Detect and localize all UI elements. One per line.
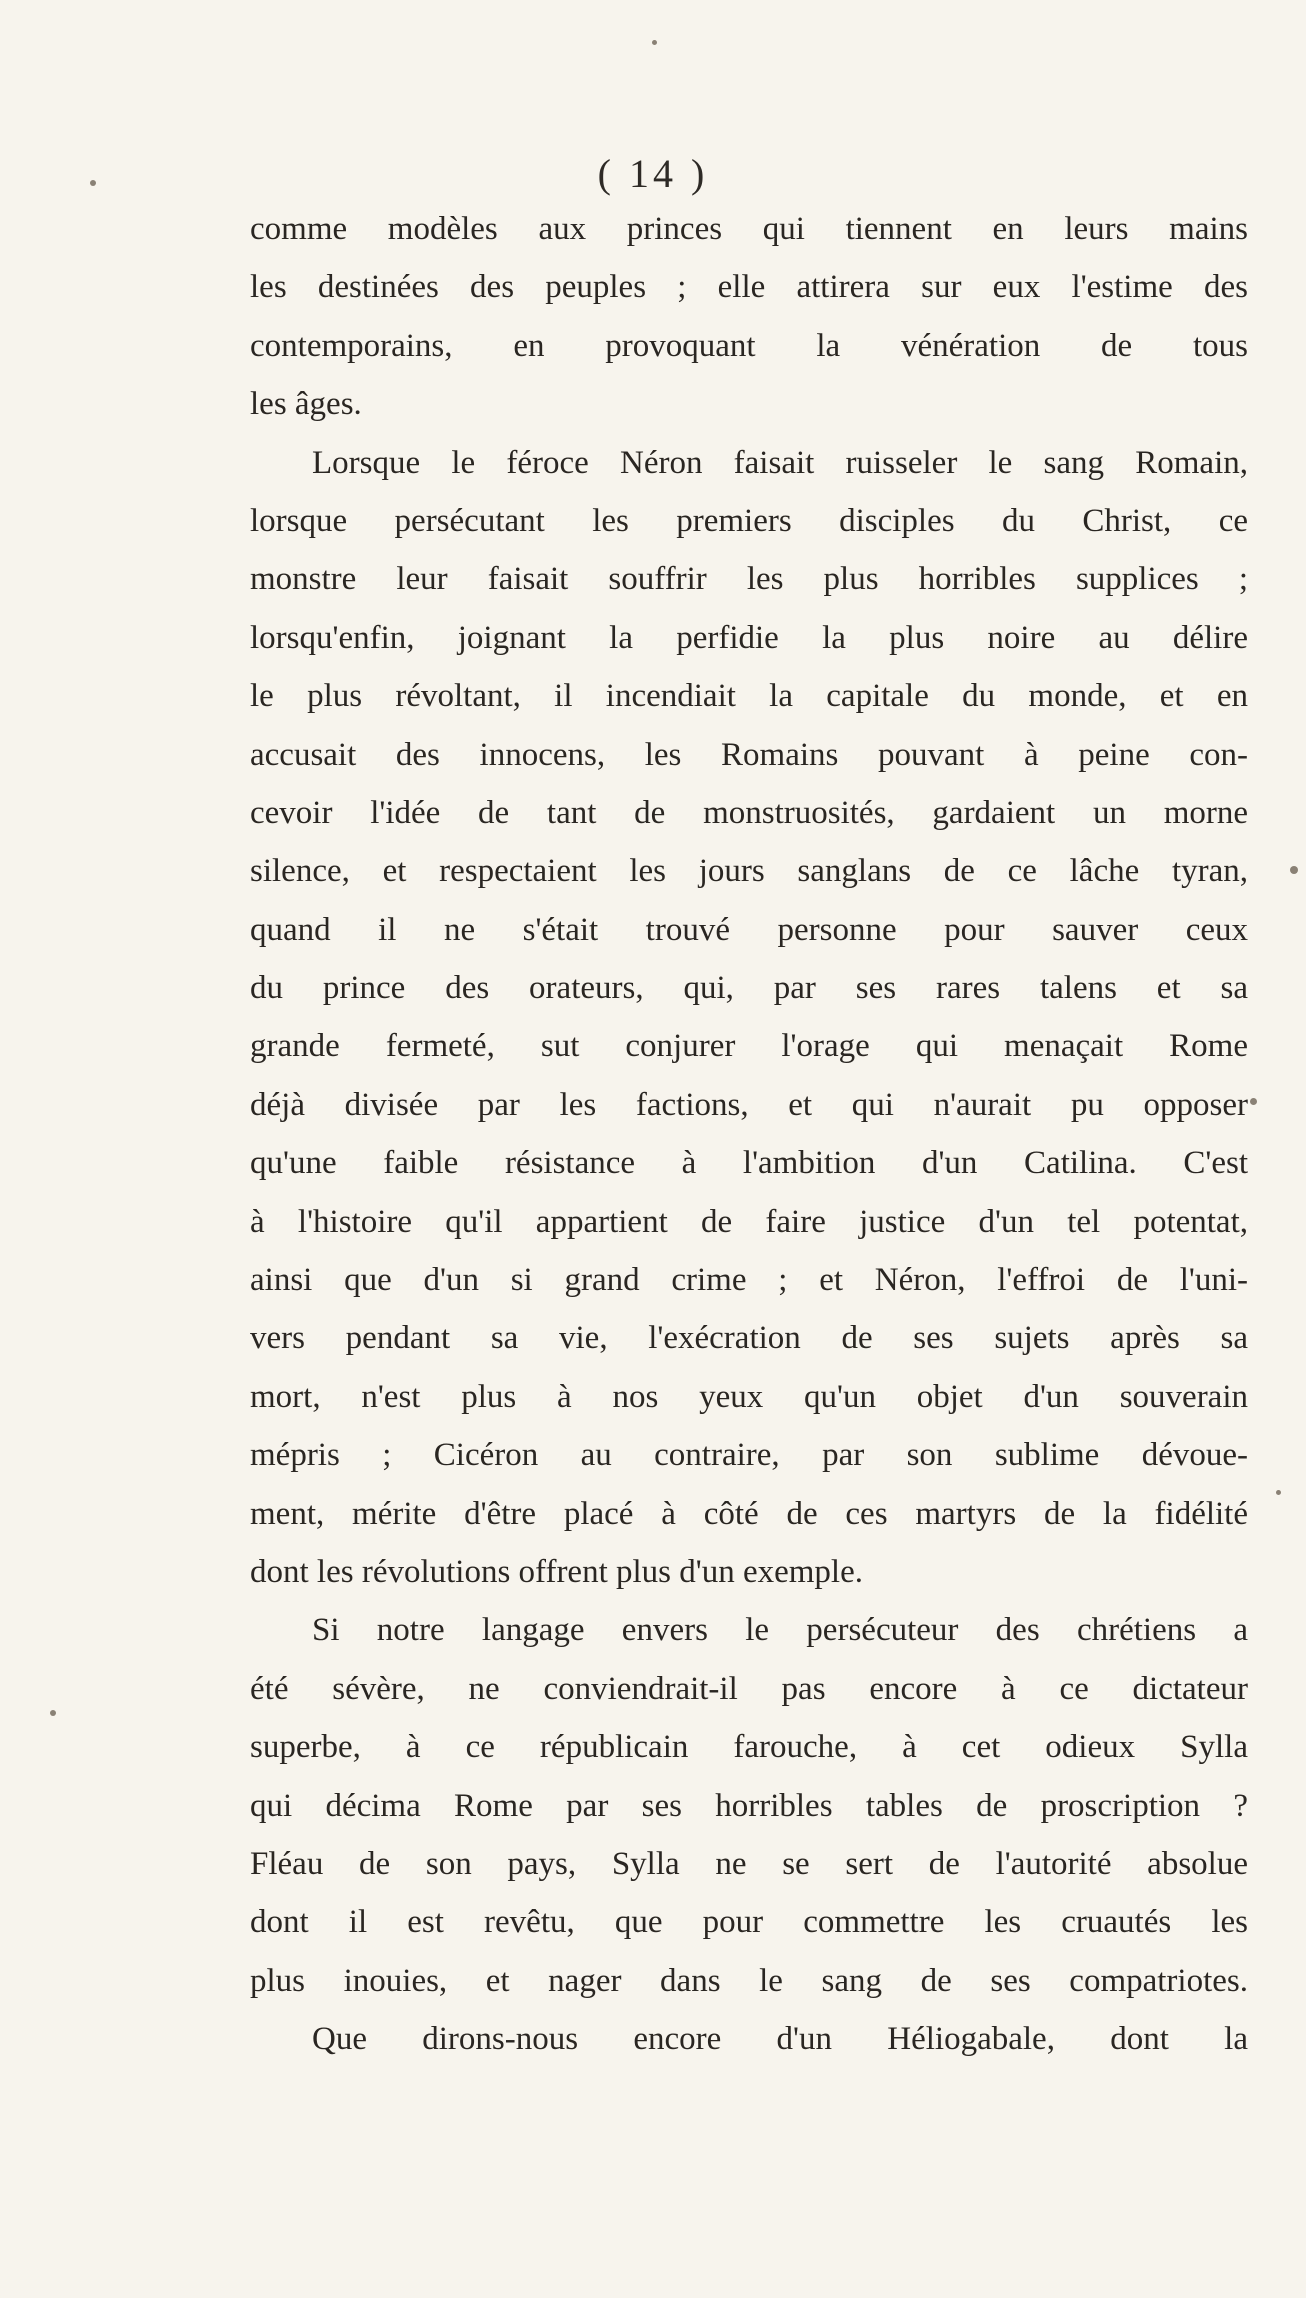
text-line: lorsqu'enfin, joignant la perfidie la plus noire au délire — [250, 619, 1248, 656]
text-line: mépris ; Cicéron au contraire, par son sublime dévoue- — [250, 1437, 1248, 1474]
paper-speck — [50, 1710, 56, 1716]
text-line: vers pendant sa vie, l'exécration de ses sujets après sa — [250, 1320, 1248, 1357]
text-line: plus inouies, et nager dans le sang de ses compatriotes. — [250, 1962, 1248, 1999]
text-line: grande fermeté, sut conjurer l'orage qui menaçait Rome — [250, 1028, 1248, 1065]
text-line: qu'une faible résistance à l'ambition d'un Catilina. C'est — [250, 1145, 1248, 1182]
text-line: dont les révolutions offrent plus d'un exemple. — [250, 1553, 863, 1590]
text-line: dont il est revêtu, que pour commettre les cruautés les — [250, 1904, 1248, 1941]
text-line: quand il ne s'était trouvé personne pour sauver ceux — [250, 911, 1248, 948]
text-line: du prince des orateurs, qui, par ses rares talens et sa — [250, 970, 1248, 1007]
text-line: ainsi que d'un si grand crime ; et Néron, l'effroi de l'uni- — [250, 1262, 1248, 1299]
page-number: ( 14 ) — [597, 151, 709, 196]
text-line: qui décima Rome par ses horribles tables de proscription ? — [250, 1787, 1248, 1824]
text-line: Si notre langage envers le persécuteur des chrétiens a — [312, 1612, 1248, 1649]
body-text — [250, 200, 1248, 2069]
text-line: été sévère, ne conviendrait-il pas encore à ce dictateur — [250, 1670, 1248, 1707]
paper-speck — [1250, 1098, 1257, 1105]
text-line: cevoir l'idée de tant de monstruosités, gardaient un morne — [250, 794, 1248, 831]
text-line: à l'histoire qu'il appartient de faire justice d'un tel potentat, — [250, 1203, 1248, 1240]
text-line: le plus révoltant, il incendiait la capitale du monde, et en — [250, 678, 1248, 715]
text-line: silence, et respectaient les jours sanglans de ce lâche tyran, — [250, 853, 1248, 890]
text-line: Lorsque le féroce Néron faisait ruisseler le sang Romain, — [312, 444, 1248, 481]
text-line: Fléau de son pays, Sylla ne se sert de l'autorité absolue — [250, 1845, 1248, 1882]
text-line: les âges. — [250, 386, 362, 423]
text-line: ment, mérite d'être placé à côté de ces martyrs de la fidélité — [250, 1495, 1248, 1532]
paper-speck — [1290, 866, 1298, 874]
text-line: contemporains, en provoquant la vénération de tous — [250, 327, 1248, 364]
paper-speck — [1276, 1490, 1281, 1495]
text-line: lorsque persécutant les premiers disciples du Christ, ce — [250, 502, 1248, 539]
text-line: monstre leur faisait souffrir les plus horribles supplices ; — [250, 561, 1248, 598]
text-line: Que dirons-nous encore d'un Héliogabale, dont la — [312, 2021, 1248, 2058]
text-line: déjà divisée par les factions, et qui n'aurait pu opposer — [250, 1086, 1248, 1123]
text-line: mort, n'est plus à nos yeux qu'un objet d'un souverain — [250, 1378, 1248, 1415]
text-line: comme modèles aux princes qui tiennent en leurs mains — [250, 211, 1248, 247]
paper-speck — [90, 180, 96, 186]
paper-speck — [652, 40, 657, 45]
text-line: superbe, à ce républicain farouche, à cet odieux Sylla — [250, 1729, 1248, 1766]
text-line: les destinées des peuples ; elle attirera sur eux l'estime des — [250, 269, 1248, 306]
text-line: accusait des innocens, les Romains pouvant à peine con- — [250, 736, 1248, 773]
